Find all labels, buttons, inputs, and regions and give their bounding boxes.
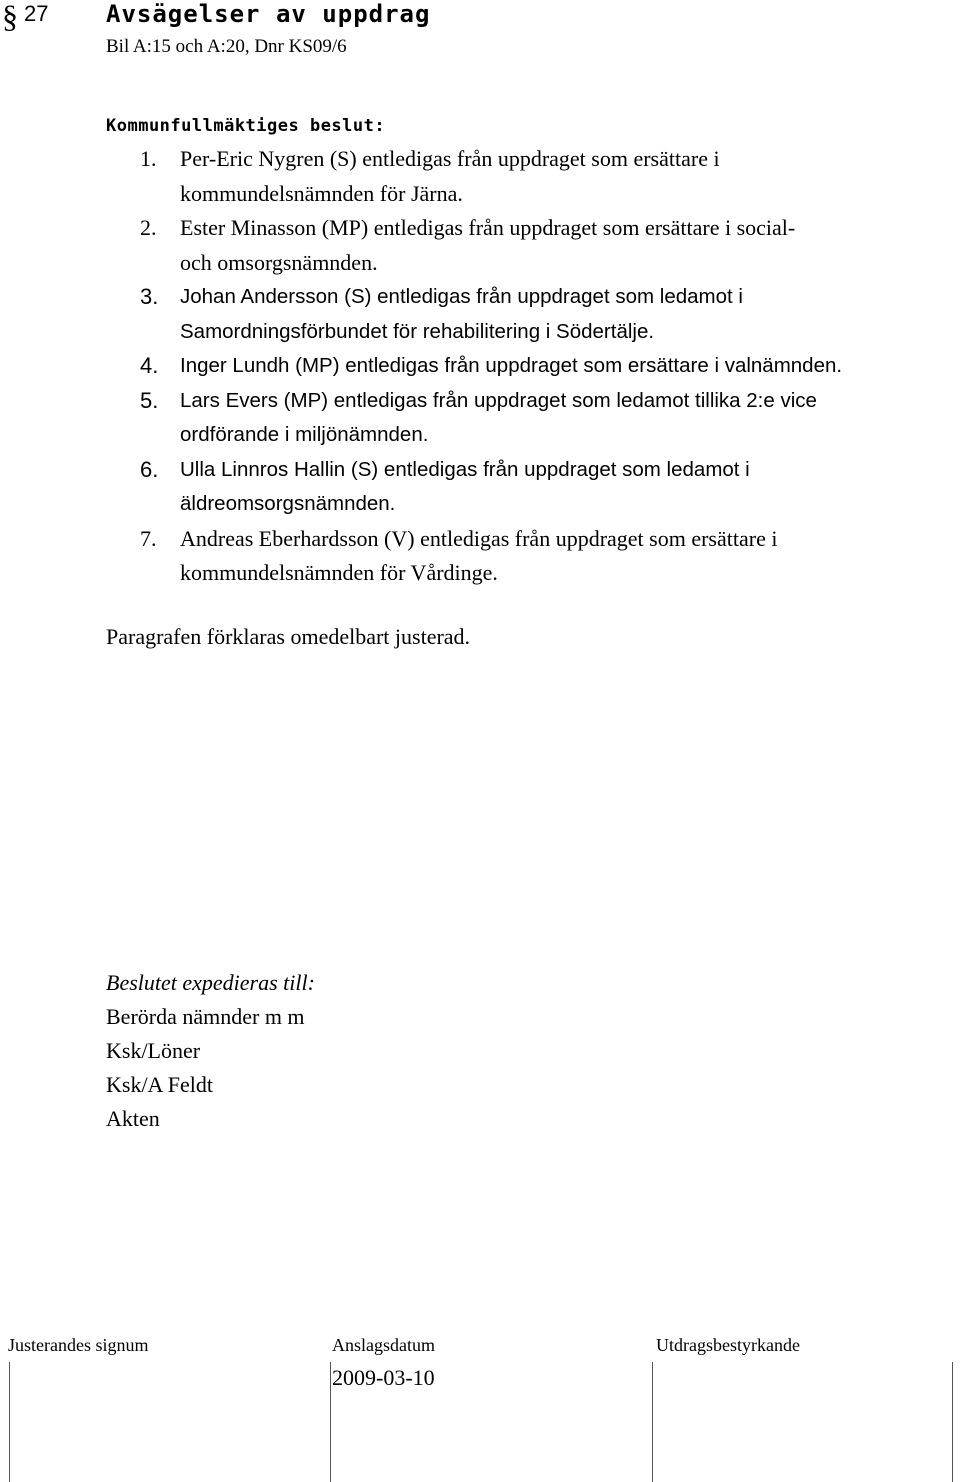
- signature-label: Justerandes signum: [8, 1335, 149, 1355]
- closing-statement: Paragrafen förklaras omedelbart justerad.: [106, 624, 471, 649]
- item-line: kommundelsnämnden för Vårdinge.: [180, 560, 498, 585]
- dispatch-recipient: Ksk/A Feldt: [106, 1072, 213, 1097]
- item-text: [180, 142, 926, 211]
- item-number: 5.: [140, 387, 159, 413]
- dispatch-recipient: Berörda nämnder m m: [106, 1004, 305, 1029]
- item-line: Inger Lundh (MP) entledigas från uppdraget som ersättare i valnämnden.: [180, 354, 843, 377]
- decision-list: [106, 142, 926, 591]
- item-line: Lars Evers (MP) entledigas från uppdraget som ledamot tillika 2:e vice: [180, 388, 817, 412]
- footer-divider: [330, 1362, 331, 1482]
- item-line: kommundelsnämnden för Järna.: [180, 180, 463, 206]
- item-number: 4.: [140, 353, 159, 378]
- item-line: Andreas Eberhardsson (V) entledigas från uppdraget som ersättare i: [180, 525, 778, 551]
- decision-item-6: [106, 453, 926, 522]
- item-text: [180, 349, 926, 384]
- decision-item-7: [106, 522, 926, 591]
- item-text: [180, 211, 926, 280]
- page-title: Avsägelser av uppdrag: [106, 0, 431, 28]
- item-line: och omsorgsnämnden.: [180, 249, 378, 275]
- item-number: 1.: [140, 146, 157, 171]
- decision-heading: Kommunfullmäktiges beslut:: [106, 116, 386, 136]
- item-line: äldreomsorgsnämnden.: [180, 492, 396, 515]
- item-text: [180, 384, 926, 453]
- item-number: 3.: [140, 284, 159, 309]
- footer-divider: [652, 1362, 653, 1482]
- decision-item-2: [106, 211, 926, 280]
- item-text: [180, 453, 926, 522]
- item-line: Johan Andersson (S) entledigas från uppdraget som ledamot i: [180, 285, 743, 308]
- section-sign: §: [2, 0, 18, 34]
- decision-item-1: [106, 142, 926, 211]
- item-line: Samordningsförbundet för rehabilitering i Södertälje.: [180, 319, 655, 343]
- dispatch-heading: Beslutet expedieras till:: [106, 970, 315, 995]
- item-number: 2.: [140, 215, 157, 240]
- item-line: ordförande i miljönämnden.: [180, 423, 429, 446]
- item-line: Ester Minasson (MP) entledigas från uppdraget som ersättare i social-: [180, 215, 796, 240]
- decision-item-5: [106, 384, 926, 453]
- item-text: [180, 280, 926, 349]
- footer-divider: [952, 1362, 953, 1482]
- footer-divider: [9, 1362, 10, 1482]
- dispatch-recipient: Ksk/Löner: [106, 1038, 201, 1063]
- section-number: 27: [24, 1, 49, 26]
- dispatch-block: [106, 966, 315, 1136]
- item-number: 7.: [140, 525, 157, 551]
- decision-item-4: [106, 349, 926, 384]
- posting-date-label: Anslagsdatum: [332, 1335, 435, 1355]
- decision-item-3: [106, 280, 926, 349]
- item-text: [180, 522, 926, 591]
- certified-label: Utdragsbestyrkande: [656, 1335, 800, 1355]
- item-line: Per-Eric Nygren (S) entledigas från uppdraget som ersättare i: [180, 146, 720, 171]
- dispatch-recipient: Akten: [106, 1106, 160, 1131]
- item-number: 6.: [140, 456, 159, 482]
- item-line: Ulla Linnros Hallin (S) entledigas från uppdraget som ledamot i: [180, 457, 750, 481]
- case-reference: Bil A:15 och A:20, Dnr KS09/6: [106, 36, 347, 57]
- posting-date: 2009-03-10: [332, 1365, 435, 1390]
